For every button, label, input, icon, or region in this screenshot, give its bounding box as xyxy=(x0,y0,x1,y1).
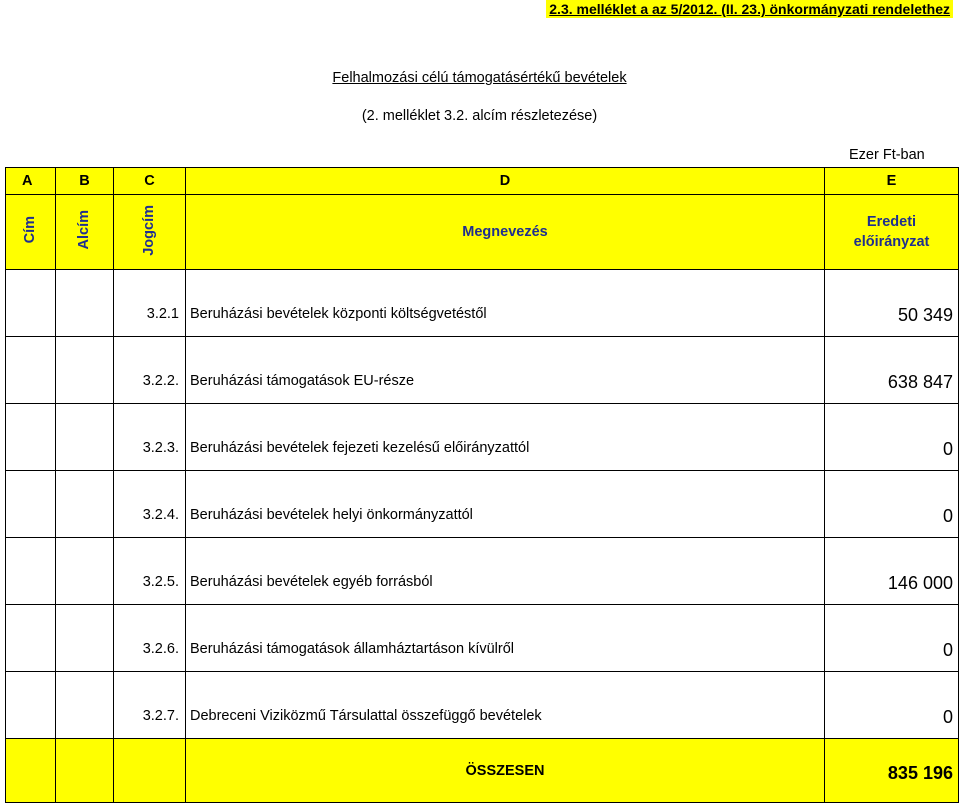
alcim-cell xyxy=(56,538,114,605)
total-alcim-cell xyxy=(56,739,114,803)
row-amount: 0 xyxy=(825,404,959,471)
jogcim-code: 3.2.7. xyxy=(114,672,186,739)
row-description: Beruházási támogatások államháztartáson kívülről xyxy=(186,605,825,672)
table-row xyxy=(6,404,959,471)
header-alcim-cell xyxy=(56,195,114,270)
header-eloiranyzat xyxy=(825,195,959,270)
table-row xyxy=(6,538,959,605)
cim-cell xyxy=(6,605,56,672)
cim-cell xyxy=(6,404,56,471)
total-amount: 835 196 xyxy=(825,739,959,803)
table-row xyxy=(6,337,959,404)
alcim-cell xyxy=(56,672,114,739)
header-cim: Cím xyxy=(22,216,39,244)
table-row xyxy=(6,471,959,538)
cim-cell xyxy=(6,538,56,605)
jogcim-code: 3.2.2. xyxy=(114,337,186,404)
row-amount: 50 349 xyxy=(825,270,959,337)
alcim-cell xyxy=(56,404,114,471)
table-row xyxy=(6,270,959,337)
cim-cell xyxy=(6,270,56,337)
row-description: Beruházási bevételek egyéb forrásból xyxy=(186,538,825,605)
alcim-cell xyxy=(56,337,114,404)
row-amount: 0 xyxy=(825,605,959,672)
cim-cell xyxy=(6,672,56,739)
appropriations-table xyxy=(5,167,959,803)
alcim-cell xyxy=(56,471,114,538)
total-cim-cell xyxy=(6,739,56,803)
column-letter-a: A xyxy=(6,168,56,195)
total-row xyxy=(6,739,959,803)
header-megnevezes: Megnevezés xyxy=(186,195,825,270)
cim-cell xyxy=(6,471,56,538)
table-row xyxy=(6,605,959,672)
alcim-cell xyxy=(56,605,114,672)
row-description: Beruházási bevételek helyi önkormányzattól xyxy=(186,471,825,538)
alcim-cell xyxy=(56,270,114,337)
header-eloiranyzat-text: Eredeti előirányzat xyxy=(853,214,930,250)
jogcim-code: 3.2.4. xyxy=(114,471,186,538)
header-jogcim: Jogcím xyxy=(141,204,158,256)
column-letter-c: C xyxy=(114,168,186,195)
column-letter-d: D xyxy=(186,168,825,195)
row-description: Beruházási bevételek fejezeti kezelésű előirányzattól xyxy=(186,404,825,471)
row-amount: 0 xyxy=(825,672,959,739)
column-header-row xyxy=(6,195,959,270)
jogcim-code: 3.2.6. xyxy=(114,605,186,672)
table-row xyxy=(6,672,959,739)
total-jogcim-cell xyxy=(114,739,186,803)
row-description: Beruházási bevételek központi költségvetéstől xyxy=(186,270,825,337)
unit-label: Ezer Ft-ban xyxy=(849,147,925,163)
cim-cell xyxy=(6,337,56,404)
column-letter-e: E xyxy=(825,168,959,195)
total-label: ÖSSZESEN xyxy=(186,739,825,803)
row-amount: 0 xyxy=(825,471,959,538)
row-description: Beruházási támogatások EU-része xyxy=(186,337,825,404)
row-description: Debreceni Viziközmű Társulattal összefüggő bevételek xyxy=(186,672,825,739)
document-title: Felhalmozási célú támogatásértékű bevételek xyxy=(332,70,627,86)
jogcim-code: 3.2.1 xyxy=(114,270,186,337)
column-letter-row xyxy=(6,168,959,195)
annex-title: 2.3. melléklet a az 5/2012. (II. 23.) önkormányzati rendelethez xyxy=(546,0,953,18)
document-subtitle: (2. melléklet 3.2. alcím részletezése) xyxy=(361,108,598,124)
jogcim-code: 3.2.5. xyxy=(114,538,186,605)
row-amount: 638 847 xyxy=(825,337,959,404)
column-letter-b: B xyxy=(56,168,114,195)
row-amount: 146 000 xyxy=(825,538,959,605)
header-cim-cell xyxy=(6,195,56,270)
header-alcim: Alcím xyxy=(76,210,93,250)
jogcim-code: 3.2.3. xyxy=(114,404,186,471)
header-jogcim-cell xyxy=(114,195,186,270)
